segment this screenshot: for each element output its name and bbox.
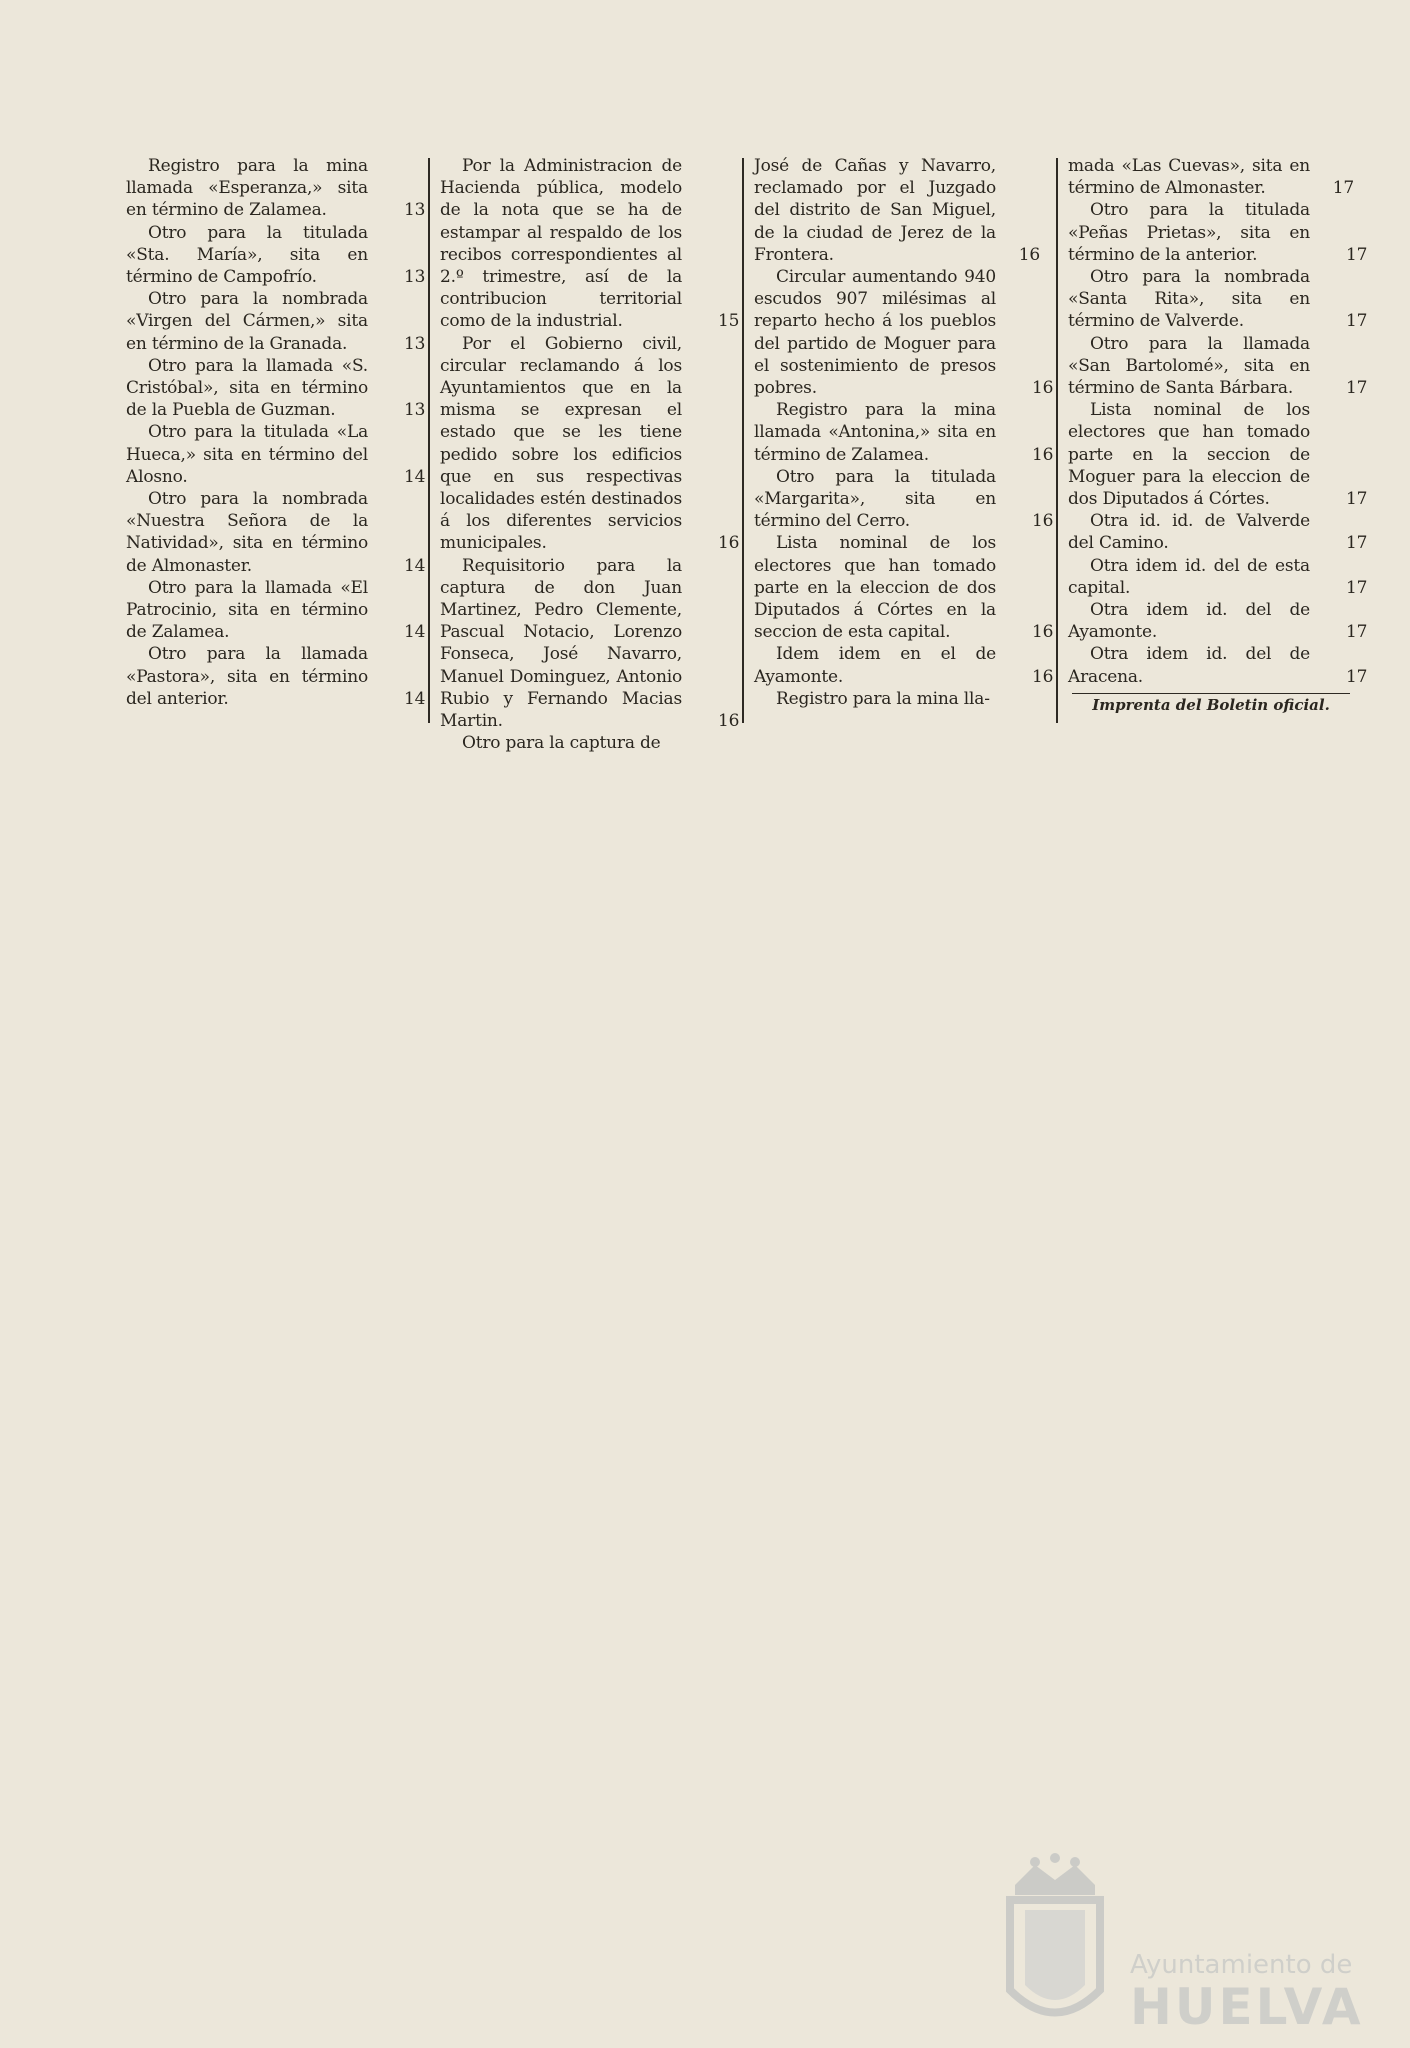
entry-text: Otro para la titulada «Sta. María», sita en término de Campofrío.	[126, 222, 368, 288]
page-number: 17	[1346, 311, 1368, 332]
index-entry	[754, 466, 1054, 533]
page-number: 16	[1032, 511, 1054, 532]
page-number: 13	[404, 267, 426, 288]
entry-text: Otro para la captura de	[462, 733, 661, 754]
index-column-1	[126, 155, 426, 710]
index-entry	[126, 488, 426, 577]
entry-text: Circular aumentando 940 escudos 907 milésimas al reparto hecho á los pueblos del partido de Moguer para el sostenimiento de presos pobres.	[754, 267, 996, 399]
entry-text: Otro para la titulada «La Hueca,» sita en término del Alosno.	[126, 422, 368, 487]
page-number: 16	[1032, 666, 1054, 687]
index-entry	[754, 643, 1054, 687]
entry-text: Otro para la llamada «San Bartolomé», sita en término de Santa Bárbara.	[1068, 333, 1310, 399]
entry-text: Otro para la llamada «Pastora», sita en término del anterior.	[126, 644, 368, 709]
column-divider	[742, 158, 744, 723]
page-number: 14	[404, 466, 426, 487]
index-entry	[440, 155, 740, 333]
page-number: 16	[1032, 622, 1054, 643]
entry-text: Otro para la nombrada «Santa Rita», sita en término de Valverde.	[1068, 267, 1310, 332]
index-entry	[754, 155, 1042, 266]
page-number: 13	[404, 333, 426, 354]
entry-text: Otro para la titulada «Peñas Prietas», sita en término de la anterior.	[1068, 200, 1310, 265]
entry-text: Otro para la nombrada «Virgen del Cármen,» sita en término de la Granada.	[126, 289, 368, 354]
index-entry	[126, 355, 426, 422]
column-divider	[428, 158, 430, 723]
entry-text: Registro para la mina llamada «Esperanza,» sita en término de Zalamea.	[126, 156, 368, 221]
entry-text: Por el Gobierno civil, circular reclamando á los Ayuntamientos que en la misma se expresan el estado que se les tiene pedido sobre los edificios que en sus respectivas localidades estén destinados á los diferentes servicios municipales.	[440, 333, 682, 554]
page-number: 13	[404, 200, 426, 221]
watermark-line1: Ayuntamiento de	[1130, 1950, 1353, 1980]
index-entry	[754, 688, 1042, 710]
index-column-4	[1068, 155, 1368, 688]
page-number: 14	[404, 622, 426, 643]
index-entry	[440, 555, 740, 733]
entry-text: Por la Administracion de Hacienda pública, modelo de la nota que se ha de estampar al respaldo de los recibos correspondientes al 2.º trimestre, así de la contribucion territorial como de la industrial.	[440, 156, 682, 332]
index-entry	[1068, 199, 1368, 266]
page-number: 17	[1346, 622, 1368, 643]
index-entry	[126, 155, 426, 222]
index-entry	[1068, 599, 1368, 643]
watermark-line2: HUELVA	[1130, 1978, 1364, 2036]
index-entry	[126, 577, 426, 644]
entry-text: Registro para la mina llamada «Antonina,» sita en término de Zalamea.	[754, 400, 996, 465]
entry-text: José de Cañas y Navarro, reclamado por el Juzgado del distrito de San Miguel, de la ciudad de Jerez de la Frontera.	[754, 156, 996, 265]
index-entry	[1068, 266, 1368, 333]
page-number: 17	[1346, 533, 1368, 554]
entry-text: Otra id. id. de Valverde del Camino.	[1068, 511, 1310, 554]
index-entry	[126, 421, 426, 488]
entry-text: Lista nominal de los electores que han tomado parte en la seccion de Moguer para la eleccion de dos Diputados á Córtes.	[1068, 400, 1310, 510]
entry-text: Otra idem id. del de Ayamonte.	[1068, 600, 1310, 643]
page-number: 17	[1332, 178, 1354, 199]
index-column-3	[754, 155, 1054, 710]
entry-text: Lista nominal de los electores que han tomado parte en la eleccion de dos Diputados á Córtes en la seccion de esta capital.	[754, 533, 996, 643]
entry-text: Otro para la llamada «S. Cristóbal», sita en término de la Puebla de Guzman.	[126, 355, 368, 421]
index-entry	[126, 288, 426, 355]
index-entry	[1068, 555, 1368, 599]
page-number: 16	[1032, 378, 1054, 399]
index-entry	[440, 732, 728, 754]
page-number: 16	[718, 711, 740, 732]
column-divider	[1056, 158, 1058, 723]
index-entry	[126, 643, 426, 710]
footer-rule	[1072, 693, 1350, 694]
index-entry	[1068, 155, 1356, 199]
index-entry	[1068, 643, 1368, 687]
entry-text: Requisitorio para la captura de don Juan Martinez, Pedro Clemente, Pascual Notacio, Lorenzo Fonseca, José Navarro, Manuel Dominguez, Antonio Rubio y Fernando Macias Martin.	[440, 555, 682, 732]
page-number: 17	[1346, 378, 1368, 399]
page-number: 16	[718, 533, 740, 554]
index-entry	[1068, 510, 1368, 554]
page-number: 17	[1346, 489, 1368, 510]
page-number: 17	[1346, 244, 1368, 265]
entry-text: Otro para la llamada «El Patrocinio, sita en término de Zalamea.	[126, 577, 368, 643]
printer-footer: Imprenta del Boletin oficial.	[1092, 696, 1330, 714]
index-entry	[754, 399, 1054, 466]
index-entry	[126, 222, 426, 289]
index-entry	[440, 333, 740, 555]
page-number: 15	[718, 311, 740, 332]
index-entry	[754, 266, 1054, 399]
entry-text: Idem idem en el de Ayamonte.	[754, 644, 996, 687]
index-entry	[1068, 399, 1368, 510]
entry-text: Otra idem id. del de esta capital.	[1068, 555, 1310, 598]
index-entry	[754, 532, 1054, 643]
entry-text: Otro para la nombrada «Nuestra Señora de la Natividad», sita en término de Almonaster.	[126, 489, 368, 576]
entry-text: mada «Las Cuevas», sita en término de Almonaster.	[1068, 156, 1310, 199]
page-number: 14	[404, 555, 426, 576]
page-number: 16	[1018, 244, 1040, 265]
page-number: 13	[404, 400, 426, 421]
entry-text: Otro para la titulada «Margarita», sita en término del Cerro.	[754, 466, 996, 532]
entry-text: Registro para la mina lla-	[776, 688, 990, 709]
page-number: 14	[404, 688, 426, 709]
entry-text: Otra idem id. del de Aracena.	[1068, 644, 1310, 687]
crest-icon	[990, 1840, 1120, 2040]
page-number: 17	[1346, 577, 1368, 598]
index-entry	[1068, 333, 1368, 400]
index-column-2	[440, 155, 740, 754]
page-number: 17	[1346, 666, 1368, 687]
watermark-logo	[990, 1840, 1364, 2040]
page-number: 16	[1032, 444, 1054, 465]
